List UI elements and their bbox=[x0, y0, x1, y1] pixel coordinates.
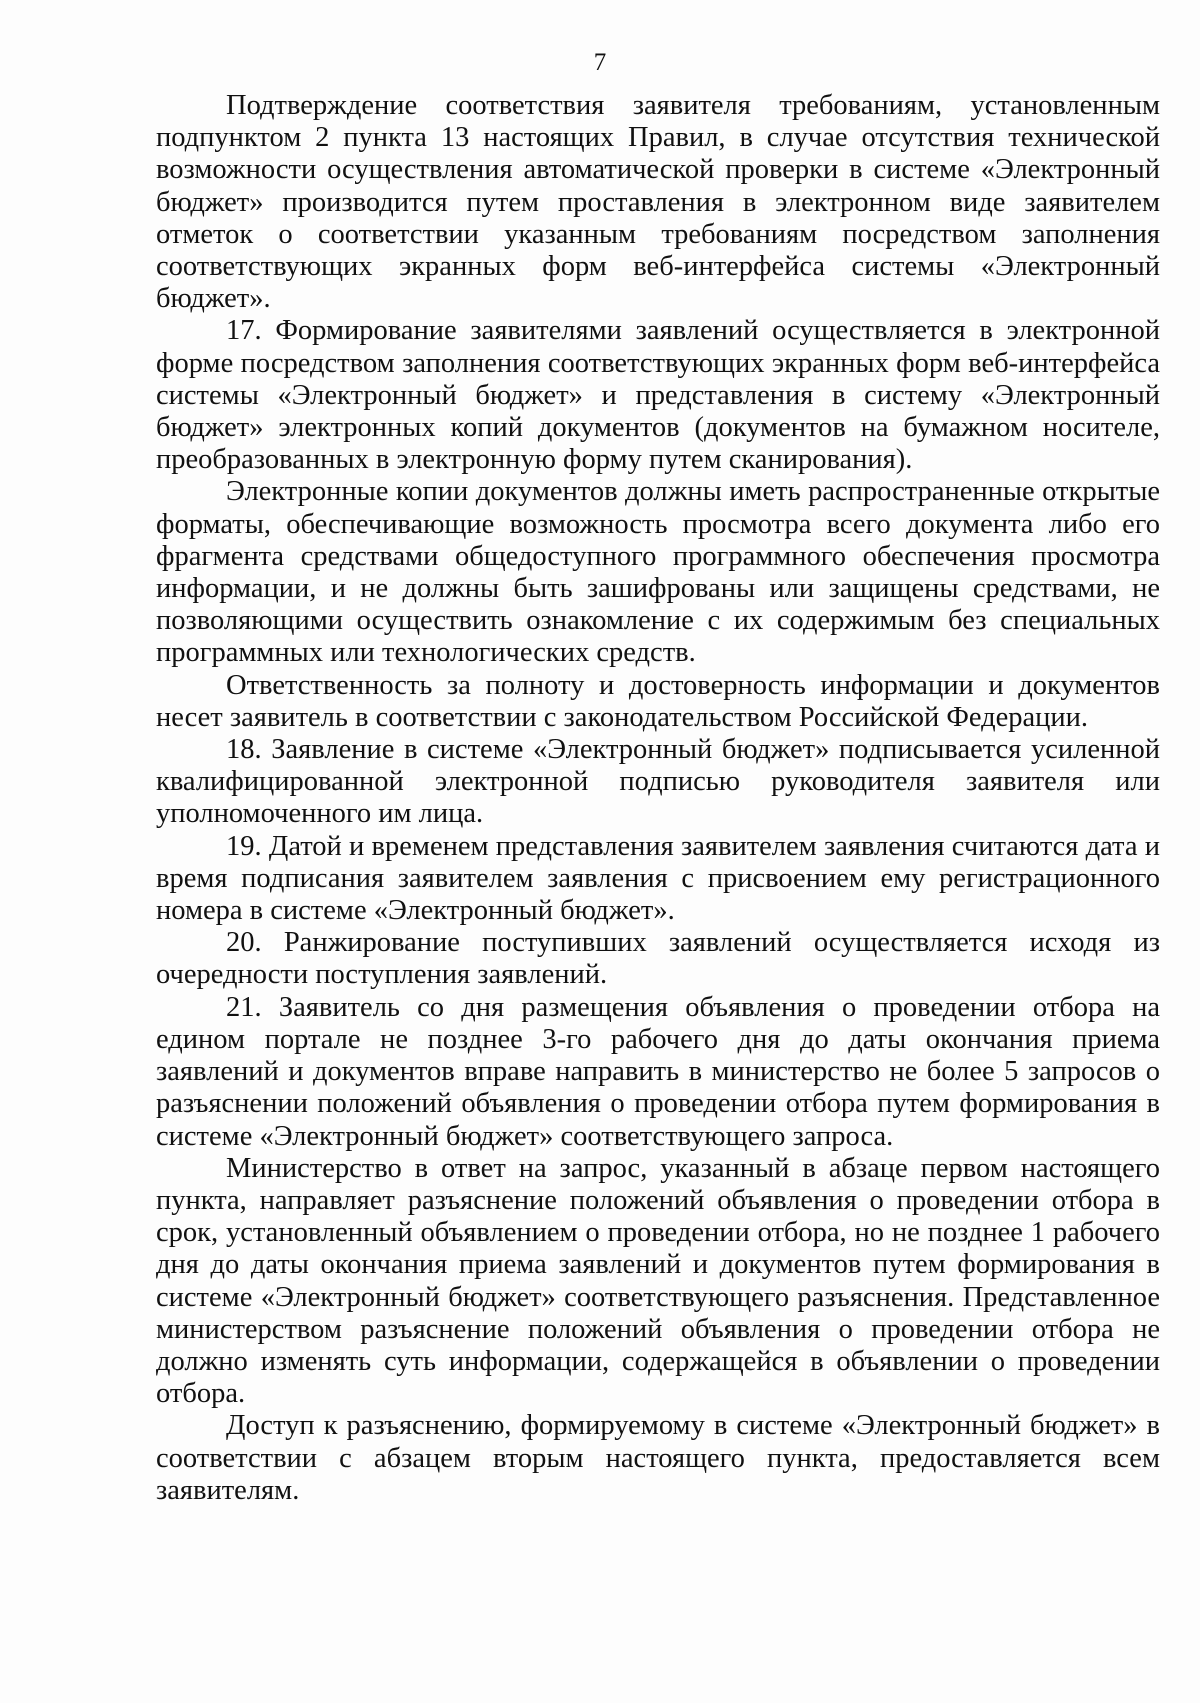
paragraph-confirmation: Подтверждение соответствия заявителя требованиям, установленным подпунктом 2 пункта 13 настоящих Правил, в случае отсутствия технической возможности осуществления автоматической проверки в системе «Электронный бюджет» производится путем проставления в электронном виде заявителем отметок о соответствии указанным требованиям посредством заполнения соответствующих экранных форм веб-интерфейса системы «Электронный бюджет». bbox=[156, 90, 1160, 315]
paragraph-electronic-copies: Электронные копии документов должны иметь распространенные открытые форматы, обеспечивающие возможность просмотра всего документа либо его фрагмента средствами общедоступного программного обеспечения просмотра информации, и не должны быть зашифрованы или защищены средствами, не позволяющими осуществить ознакомление с их содержимым без специальных программных или технологических средств. bbox=[156, 476, 1160, 669]
paragraph-responsibility: Ответственность за полноту и достоверность информации и документов несет заявитель в соответствии с законодательством Российской Федерации. bbox=[156, 669, 1160, 733]
paragraph-ministry-response: Министерство в ответ на запрос, указанный в абзаце первом настоящего пункта, направляет разъяснение положений объявления о проведении отбора в срок, установленный объявлением о проведении отбора, но не позднее 1 рабочего дня до даты окончания приема заявлений и документов путем формирования в системе «Электронный бюджет» соответствующего разъяснения. Представленное министерством разъяснение положений объявления о проведении отбора не должно изменять суть информации, содержащейся в объявлении о проведении отбора. bbox=[156, 1152, 1160, 1410]
paragraph-access: Доступ к разъяснению, формируемому в системе «Электронный бюджет» в соответствии с абзацем вторым настоящего пункта, предоставляется всем заявителям. bbox=[156, 1410, 1160, 1506]
paragraph-item-18: 18. Заявление в системе «Электронный бюджет» подписывается усиленной квалифицированной электронной подписью руководителя заявителя или уполномоченного им лица. bbox=[156, 734, 1160, 830]
paragraph-item-17: 17. Формирование заявителями заявлений осуществляется в электронной форме посредством заполнения соответствующих экранных форм веб-интерфейса системы «Электронный бюджет» и представления в систему «Электронный бюджет» электронных копий документов (документов на бумажном носителе, преобразованных в электронную форму путем сканирования). bbox=[156, 315, 1160, 476]
paragraph-item-19: 19. Датой и временем представления заявителем заявления считаются дата и время подписания заявителем заявления с присвоением ему регистрационного номера в системе «Электронный бюджет». bbox=[156, 830, 1160, 927]
document-body bbox=[156, 90, 1160, 1507]
page-number: 7 bbox=[593, 49, 607, 76]
paragraph-item-21: 21. Заявитель со дня размещения объявления о проведении отбора на едином портале не позднее 3-го рабочего дня до даты окончания приема заявлений и документов вправе направить в министерство не более 5 запросов о разъяснении положений объявления о проведении отбора путем формирования в системе «Электронный бюджет» соответствующего запроса. bbox=[156, 991, 1160, 1152]
paragraph-item-20: 20. Ранжирование поступивших заявлений осуществляется исходя из очередности поступления заявлений. bbox=[156, 927, 1160, 991]
